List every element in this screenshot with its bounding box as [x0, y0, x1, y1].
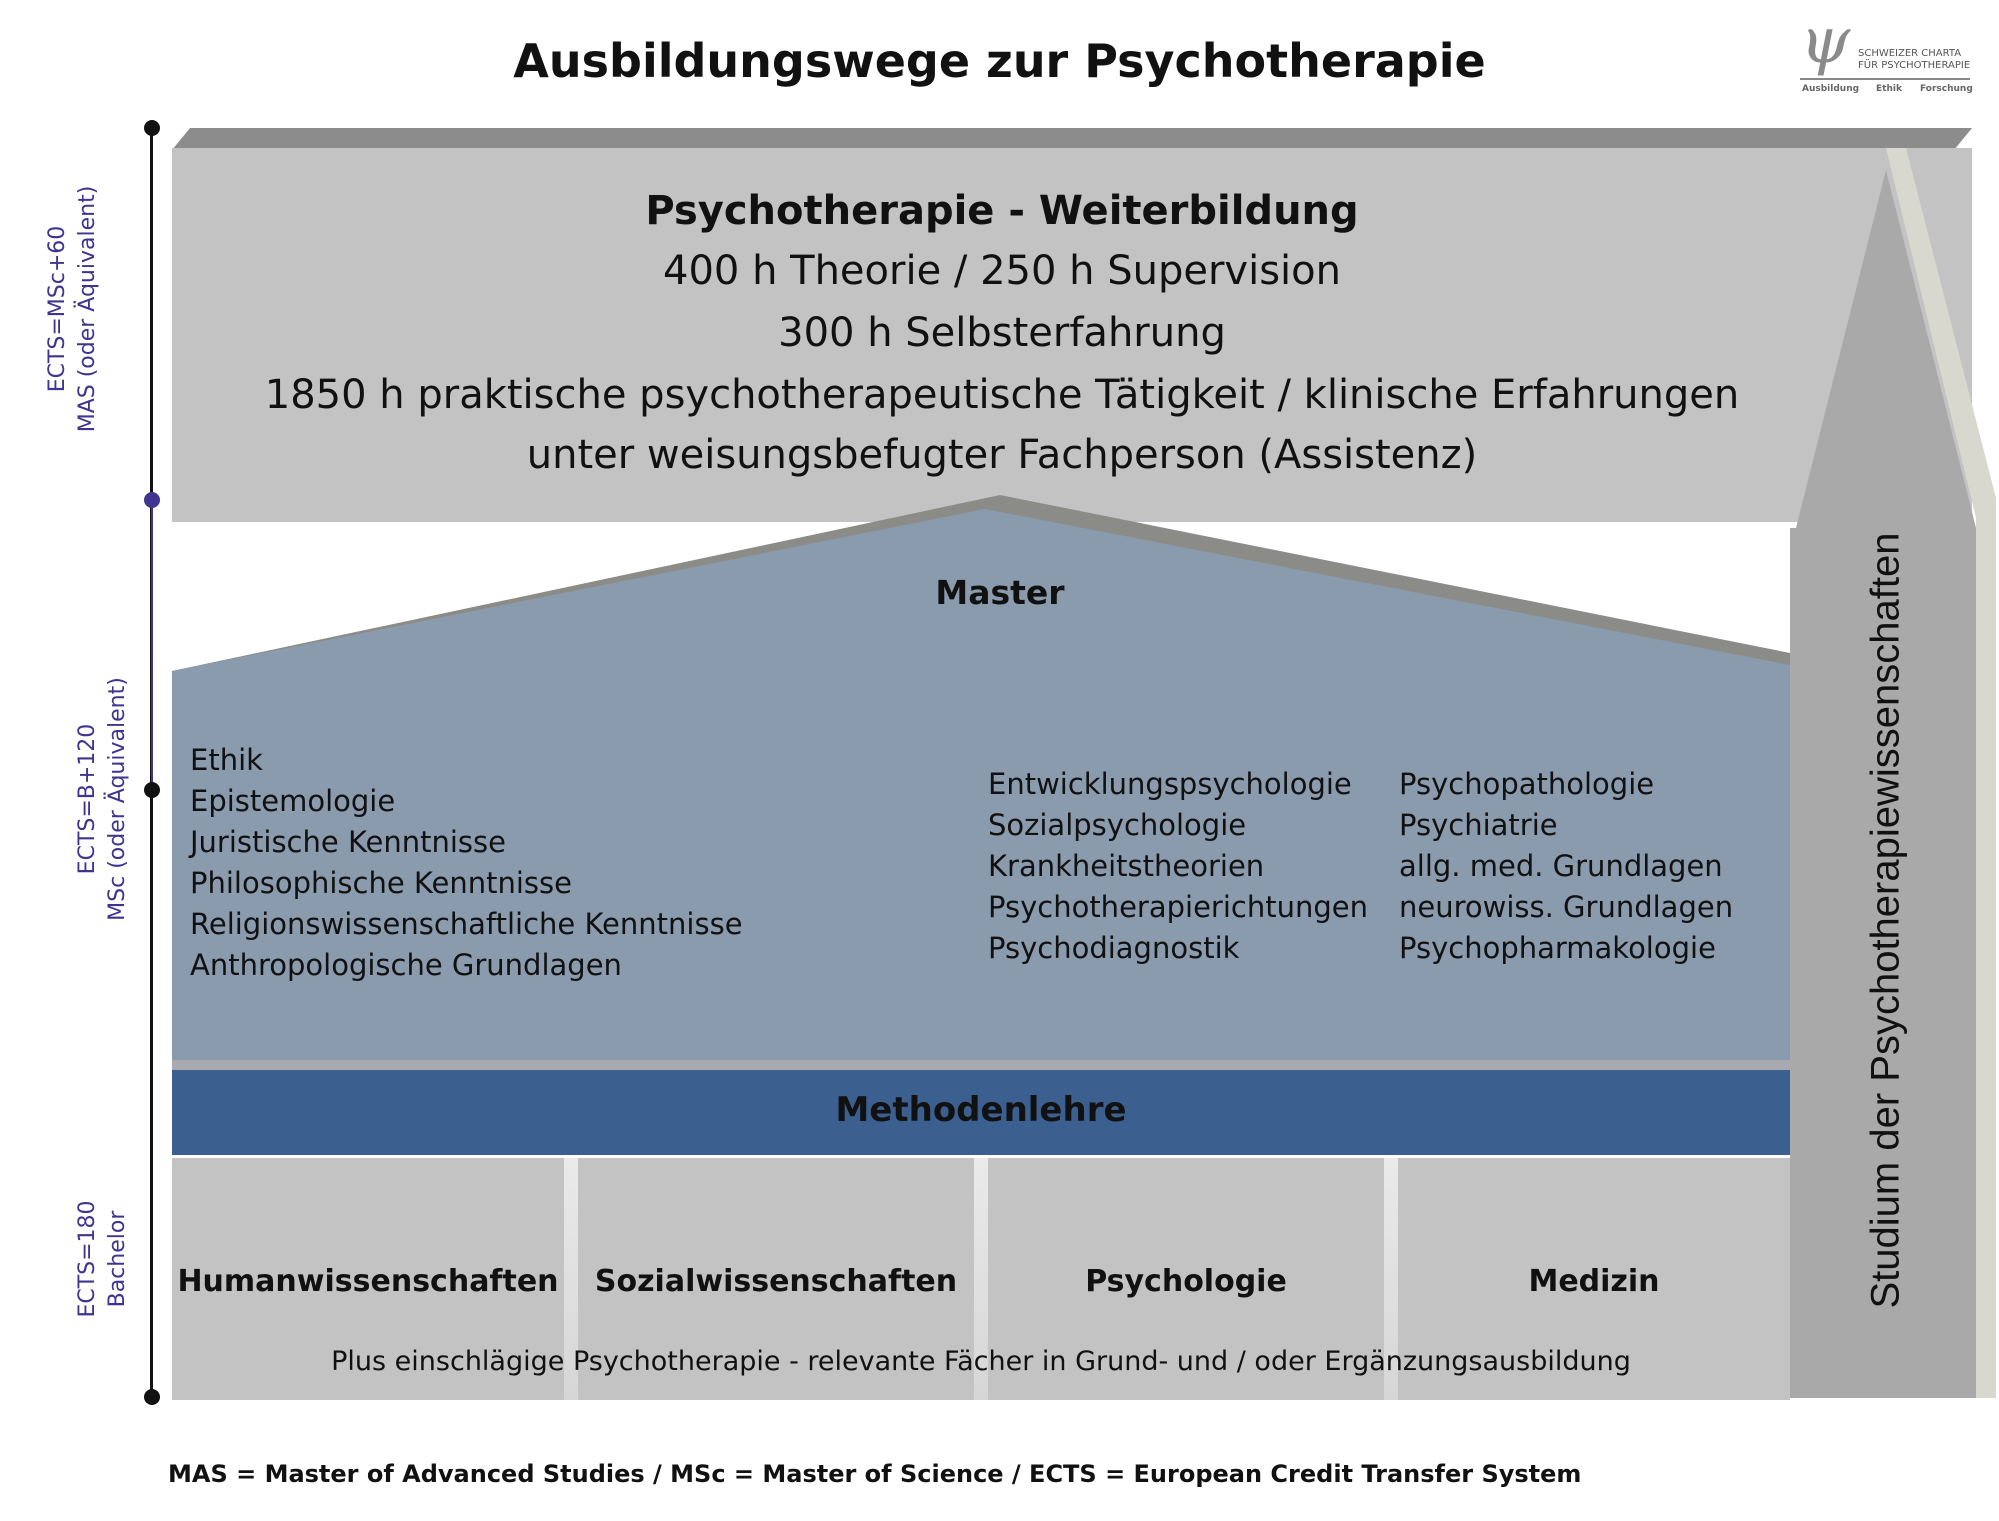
- logo-word-ethik: Ethik: [1876, 84, 1902, 94]
- master-subject: Ethik: [190, 743, 263, 777]
- scale-label-msc-line2: MSc (oder Äquivalent): [105, 677, 130, 921]
- logo-text-line2: FÜR PSYCHOTHERAPIE: [1858, 60, 1971, 71]
- bachelor-block: [172, 1158, 1790, 1400]
- scale-dot-bottom: [144, 1389, 160, 1405]
- ects-scale-segment-mas: [151, 500, 153, 790]
- bachelor-field-medizin: Medizin: [1528, 1264, 1660, 1299]
- logo-word-ausbildung: Ausbildung: [1802, 84, 1860, 94]
- logo-word-forschung: Forschung: [1920, 84, 1973, 94]
- scale-label-bachelor-line1: ECTS=180: [75, 1200, 100, 1318]
- bachelor-field-humanwissenschaften: Humanwissenschaften: [177, 1264, 559, 1299]
- master-subject: Psychopharmakologie: [1399, 931, 1716, 965]
- scale-label-mas: [43, 159, 107, 459]
- weiterbildung-block: [172, 148, 1972, 522]
- bachelor-field-psychologie: Psychologie: [1085, 1264, 1287, 1299]
- scale-dot-msc: [144, 782, 160, 798]
- master-subject: Psychopathologie: [1399, 767, 1655, 801]
- master-subject: Epistemologie: [190, 784, 396, 818]
- scale-label-bachelor: [73, 1174, 137, 1344]
- master-subjects-col3: [1399, 764, 1733, 969]
- logo-text-line1: SCHWEIZER CHARTA: [1858, 48, 1962, 59]
- weiterbildung-heading: Psychotherapie - Weiterbildung: [645, 188, 1359, 234]
- master-subjects-col2: [988, 764, 1368, 969]
- logo-divider: [1800, 78, 1970, 80]
- master-subject: Religionswissenschaftliche Kenntnisse: [190, 907, 743, 941]
- scale-label-mas-line1: ECTS=MSc+60: [45, 225, 70, 393]
- master-subject: allg. med. Grundlagen: [1399, 849, 1723, 883]
- master-subject: Krankheitstheorien: [988, 849, 1265, 883]
- master-subject: Juristische Kenntnisse: [190, 825, 506, 859]
- weiterbildung-line-2: 300 h Selbsterfahrung: [778, 310, 1226, 356]
- bachelor-note: Plus einschlägige Psychotherapie - relevante Fächer in Grund- und / oder Ergänzungsausbildung: [331, 1346, 1631, 1377]
- bachelor-field-sozialwissenschaften: Sozialwissenschaften: [594, 1264, 958, 1299]
- page-title: Ausbildungswege zur Psychotherapie: [513, 34, 1486, 88]
- scale-dot-top: [144, 120, 160, 136]
- scale-label-mas-line2: MAS (oder Äquivalent): [75, 185, 100, 433]
- tower-label-text: Studium der Psychotherapiewissenschaften: [1863, 532, 1908, 1309]
- charta-logo: [1800, 4, 1980, 98]
- master-subject: Psychotherapierichtungen: [988, 890, 1368, 924]
- master-subjects-col1: [190, 740, 743, 986]
- master-subject: Philosophische Kenntnisse: [190, 866, 572, 900]
- master-subject: Sozialpsychologie: [988, 808, 1247, 842]
- methodenlehre-bar: [172, 1070, 1790, 1155]
- master-subject: Entwicklungspsychologie: [988, 767, 1352, 801]
- weiterbildung-line-4: unter weisungsbefugter Fachperson (Assistenz): [526, 432, 1478, 478]
- master-subject: Psychodiagnostik: [988, 931, 1240, 965]
- scale-label-bachelor-line2: Bachelor: [105, 1210, 130, 1308]
- psi-icon: ψ: [1800, 4, 1851, 78]
- methodenlehre-label: Methodenlehre: [835, 1090, 1127, 1130]
- weiterbildung-line-1: 400 h Theorie / 250 h Supervision: [663, 248, 1341, 294]
- weiterbildung-top-edge: [172, 128, 1972, 150]
- master-title: Master: [935, 573, 1065, 612]
- master-subject: Psychiatrie: [1399, 808, 1558, 842]
- scale-dot-mas: [144, 492, 160, 508]
- master-subject: Anthropologische Grundlagen: [190, 948, 622, 982]
- scale-label-msc-line1: ECTS=B+120: [75, 723, 100, 875]
- footer-abbreviations: MAS = Master of Advanced Studies / MSc = Master of Science / ECTS = European Credit Transfer System: [168, 1460, 1582, 1488]
- scale-label-msc: [73, 669, 137, 929]
- weiterbildung-line-3: 1850 h praktische psychotherapeutische Tätigkeit / klinische Erfahrungen: [264, 372, 1740, 418]
- master-subject: neurowiss. Grundlagen: [1399, 890, 1734, 924]
